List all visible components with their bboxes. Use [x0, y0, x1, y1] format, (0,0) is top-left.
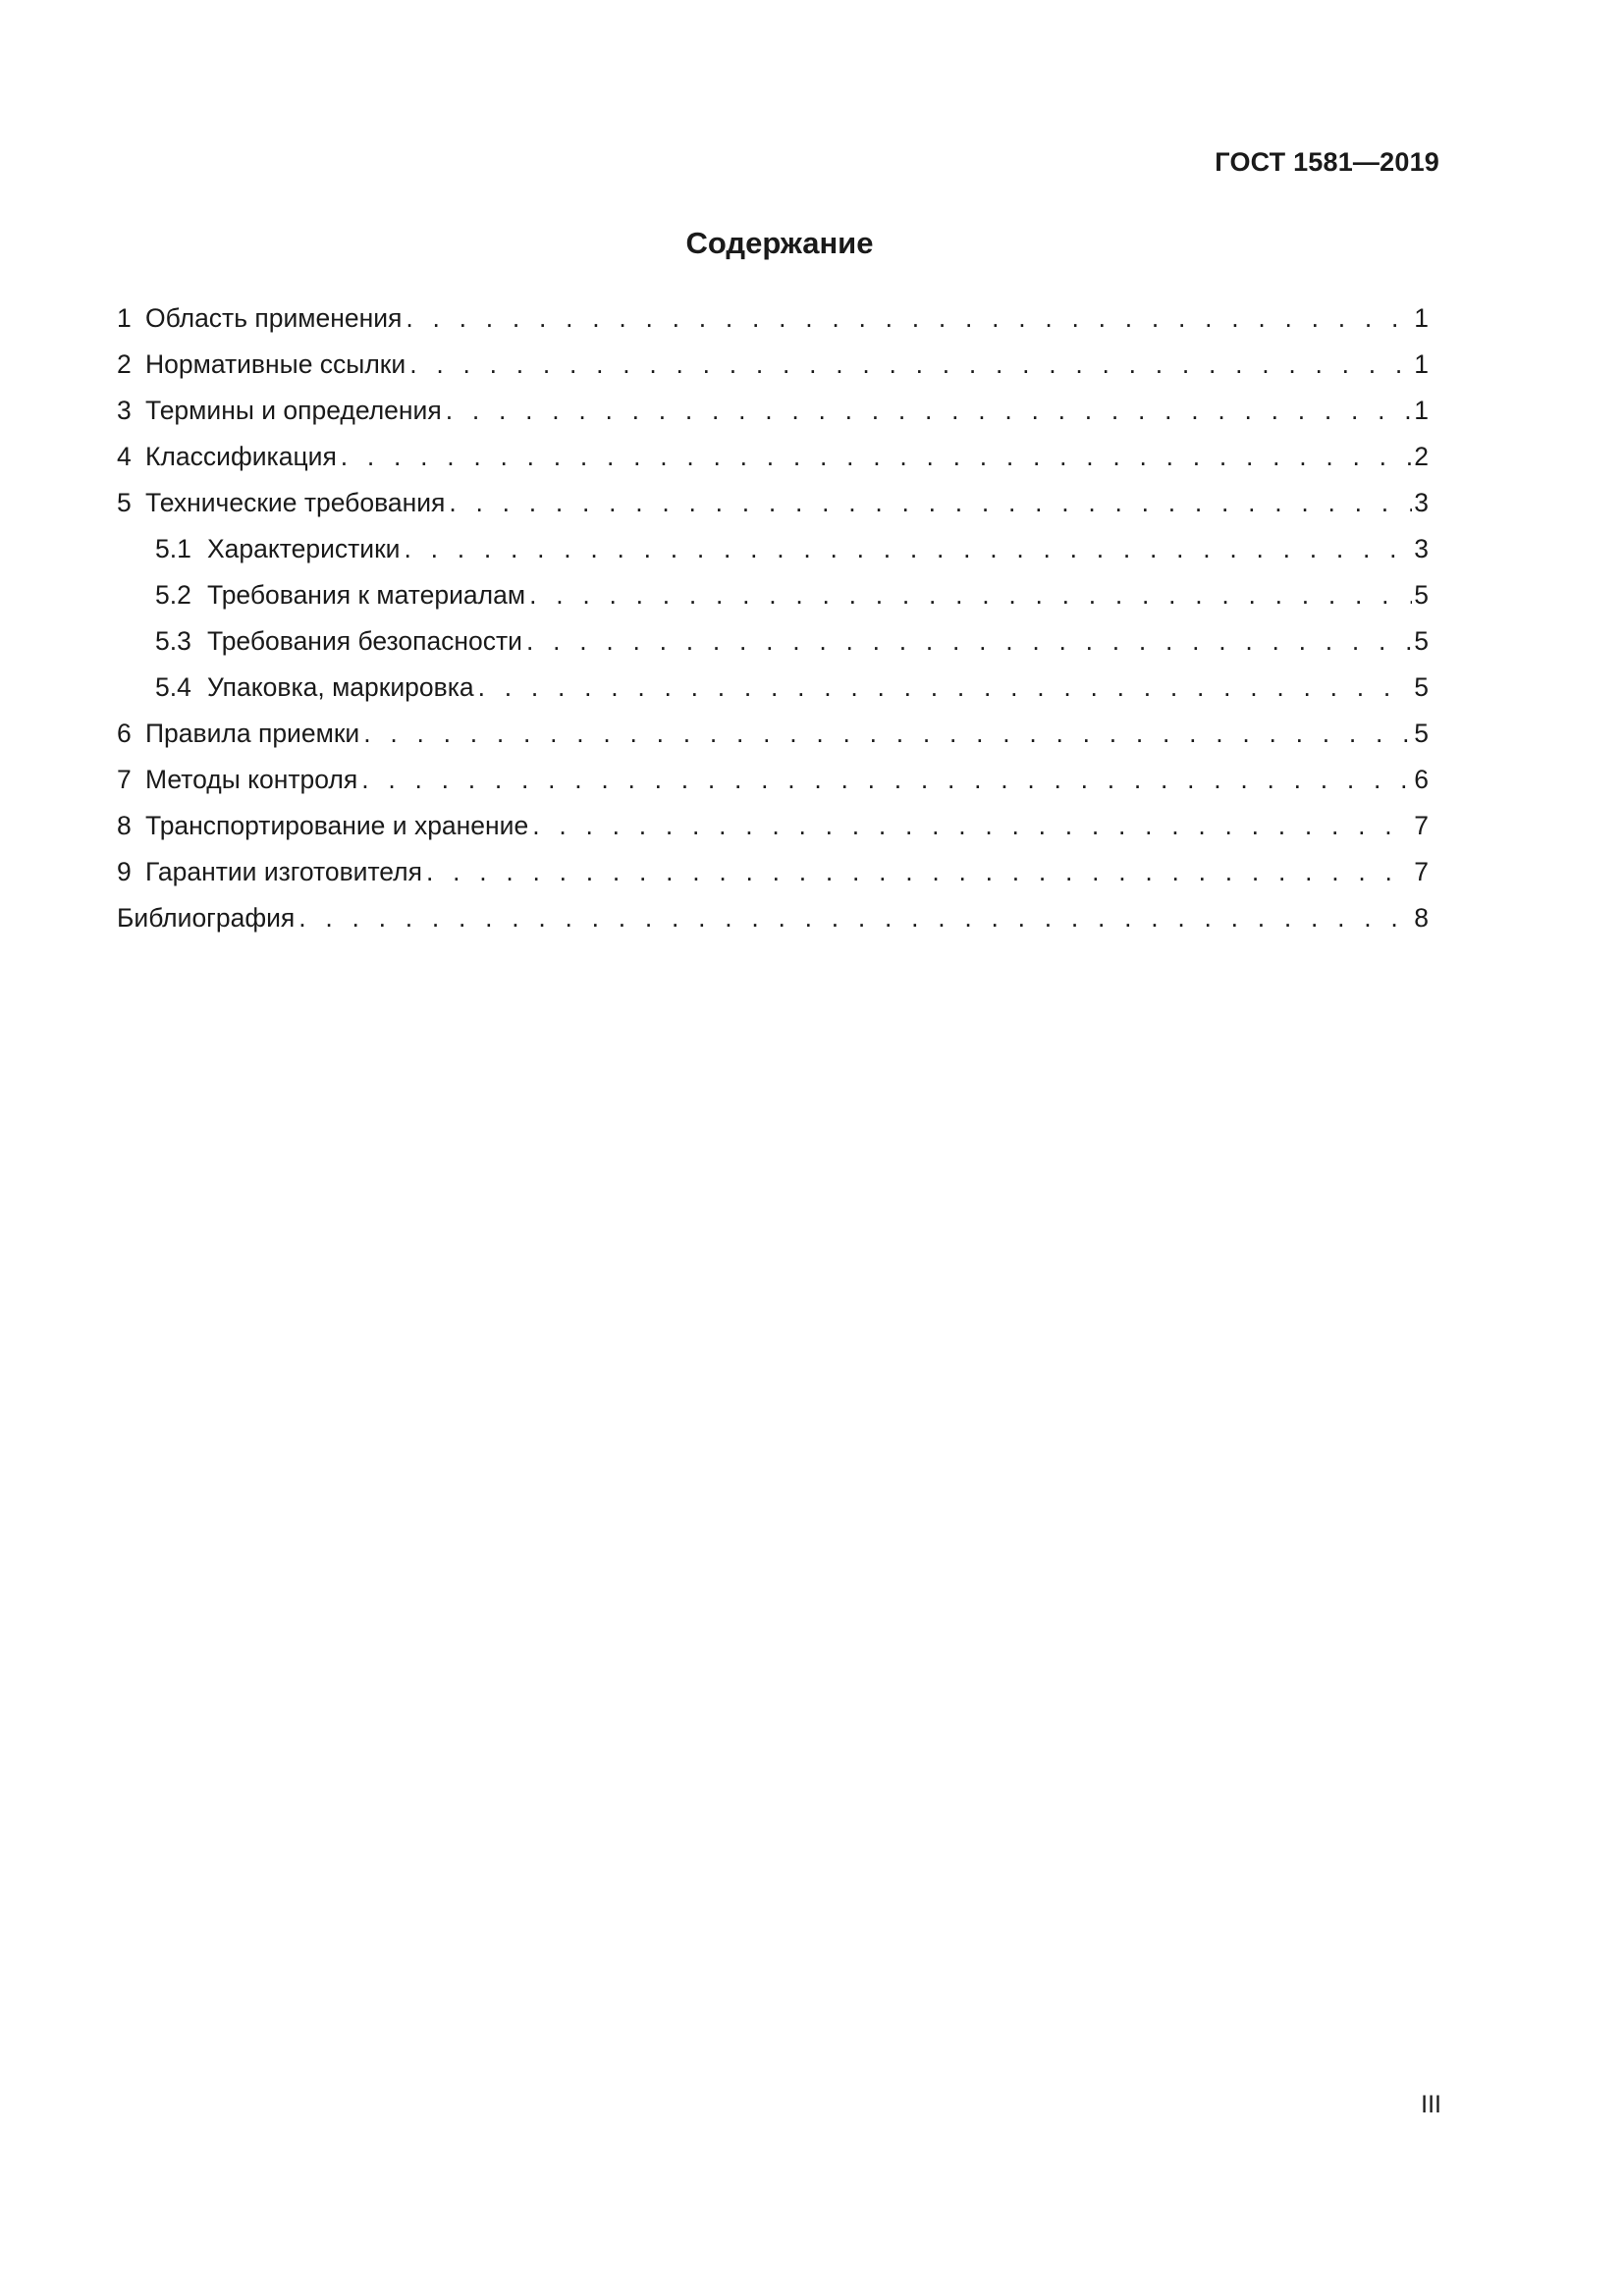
toc-entry-page: 1	[1414, 349, 1429, 379]
toc-entry-page: 2	[1414, 442, 1429, 471]
toc-dot-leader	[478, 669, 1413, 705]
toc-entry-number: 5.4	[155, 672, 191, 702]
toc-entry-title: Методы контроля	[145, 765, 358, 794]
toc-entry-title: Область применения	[145, 303, 403, 333]
toc-subentry[interactable]	[117, 531, 1429, 577]
toc-entry[interactable]	[117, 762, 1429, 808]
toc-dot-leader	[341, 439, 1412, 474]
toc-entry[interactable]	[117, 485, 1429, 531]
toc-entry-title: Гарантии изготовителя	[145, 857, 422, 886]
toc-entry-bibliography[interactable]	[117, 900, 1429, 946]
toc-entry[interactable]	[117, 439, 1429, 485]
toc-entry-title: Характеристики	[207, 534, 401, 563]
toc-subentry[interactable]	[117, 577, 1429, 623]
toc-entry-number: 5	[117, 488, 132, 517]
toc-entry-title: Библиография	[117, 903, 296, 933]
toc-entry-page: 8	[1414, 903, 1429, 933]
toc-entry-page: 3	[1414, 534, 1429, 563]
toc-dot-leader	[409, 347, 1412, 382]
toc-entry-page: 6	[1414, 765, 1429, 794]
toc-entry-title: Правила приемки	[145, 719, 360, 748]
toc-entry-title: Термины и определения	[145, 396, 442, 425]
toc-entry[interactable]	[117, 808, 1429, 854]
toc-entry[interactable]	[117, 300, 1429, 347]
toc-dot-leader	[529, 577, 1412, 613]
toc-dot-leader	[526, 623, 1412, 659]
toc-entry[interactable]	[117, 393, 1429, 439]
toc-subentry[interactable]	[117, 623, 1429, 669]
toc-entry-title: Транспортирование и хранение	[145, 811, 529, 840]
toc-entry-number: 3	[117, 396, 132, 425]
toc-entry-number: 5.3	[155, 626, 191, 656]
toc-entry-title: Требования безопасности	[207, 626, 522, 656]
toc-entry-page: 7	[1414, 857, 1429, 886]
toc-dot-leader	[405, 531, 1413, 566]
toc-entry-page: 5	[1414, 672, 1429, 702]
toc-dot-leader	[406, 300, 1412, 336]
toc-entry[interactable]	[117, 716, 1429, 762]
toc-dot-leader	[363, 716, 1412, 751]
toc-entry[interactable]	[117, 854, 1429, 900]
toc-entry-page: 5	[1414, 626, 1429, 656]
toc-entry-number: 1	[117, 303, 132, 333]
toc-entry-number: 5.2	[155, 580, 191, 610]
document-code: ГОСТ 1581—2019	[1215, 147, 1439, 177]
toc-dot-leader	[446, 393, 1413, 428]
toc-dot-leader	[449, 485, 1412, 520]
toc-entry-page: 5	[1414, 580, 1429, 610]
toc-entry[interactable]	[117, 347, 1429, 393]
toc-entry-page: 7	[1414, 811, 1429, 840]
toc-subentry[interactable]	[117, 669, 1429, 716]
toc-entry-title: Нормативные ссылки	[145, 349, 406, 379]
page-number: III	[1421, 2091, 1441, 2118]
toc-entry-title: Упаковка, маркировка	[207, 672, 474, 702]
toc-dot-leader	[298, 900, 1412, 935]
toc-entry-number: 6	[117, 719, 132, 748]
toc-entry-title: Классификация	[145, 442, 337, 471]
toc-entry-title: Технические требования	[145, 488, 446, 517]
toc-dot-leader	[361, 762, 1412, 797]
toc-entry-page: 3	[1414, 488, 1429, 517]
toc-dot-leader	[426, 854, 1412, 889]
table-of-contents	[117, 300, 1429, 946]
toc-entry-number: 9	[117, 857, 132, 886]
toc-dot-leader	[532, 808, 1412, 843]
toc-entry-number: 4	[117, 442, 132, 471]
toc-entry-page: 1	[1414, 303, 1429, 333]
toc-entry-number: 8	[117, 811, 132, 840]
toc-entry-number: 7	[117, 765, 132, 794]
toc-entry-number: 2	[117, 349, 132, 379]
toc-entry-page: 5	[1414, 719, 1429, 748]
toc-entry-page: 1	[1414, 396, 1429, 425]
toc-entry-title: Требования к материалам	[207, 580, 526, 610]
toc-title: Содержание	[685, 226, 874, 260]
toc-entry-number: 5.1	[155, 534, 191, 563]
